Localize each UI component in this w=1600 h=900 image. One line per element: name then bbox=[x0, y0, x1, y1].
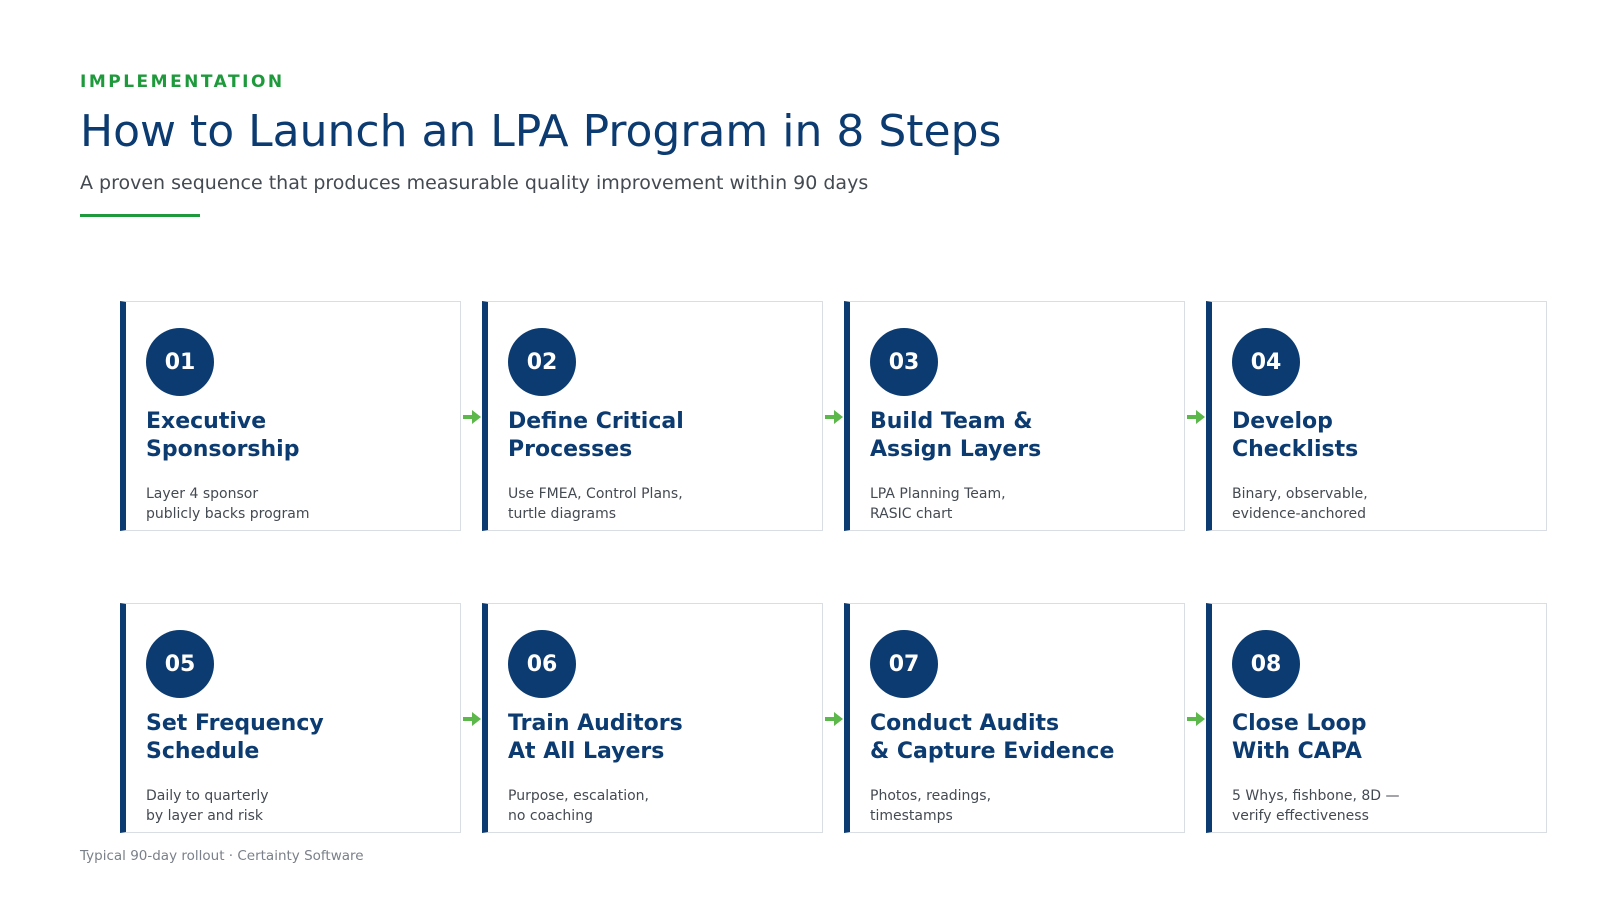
step-card bbox=[1206, 603, 1547, 833]
step-title: Conduct Audits & Capture Evidence bbox=[870, 711, 1115, 764]
step-card bbox=[1206, 301, 1547, 531]
arrow-right-icon bbox=[463, 410, 481, 424]
step-title: Define Critical Processes bbox=[508, 409, 684, 462]
step-description: Photos, readings, timestamps bbox=[870, 788, 992, 824]
step-card bbox=[844, 301, 1185, 531]
step-card bbox=[482, 301, 823, 531]
step-number-badge: 02 bbox=[508, 328, 576, 396]
step-title: Close Loop With CAPA bbox=[1232, 711, 1367, 764]
arrow-right-icon bbox=[463, 712, 481, 726]
step-number-badge: 08 bbox=[1232, 630, 1300, 698]
step-description: Daily to quarterly by layer and risk bbox=[146, 788, 269, 824]
step-description: Use FMEA, Control Plans, turtle diagrams bbox=[508, 486, 683, 522]
step-card bbox=[120, 603, 461, 833]
step-description: Purpose, escalation, no coaching bbox=[508, 788, 650, 824]
step-description: Binary, observable, evidence-anchored bbox=[1232, 486, 1368, 522]
step-card bbox=[844, 603, 1185, 833]
step-description: LPA Planning Team, RASIC chart bbox=[870, 486, 1006, 522]
step-number-badge: 01 bbox=[146, 328, 214, 396]
step-card bbox=[482, 603, 823, 833]
step-number-badge: 03 bbox=[870, 328, 938, 396]
step-number-badge: 05 bbox=[146, 630, 214, 698]
page-subtitle: A proven sequence that produces measurable quality improvement within 90 days bbox=[80, 172, 869, 194]
step-title: Build Team & Assign Layers bbox=[870, 409, 1042, 462]
step-title: Develop Checklists bbox=[1232, 409, 1359, 462]
step-number-badge: 06 bbox=[508, 630, 576, 698]
step-title: Executive Sponsorship bbox=[146, 409, 300, 462]
footer-note: Typical 90-day rollout · Certainty Software bbox=[80, 848, 364, 864]
title-underline bbox=[80, 214, 200, 217]
step-title: Set Frequency Schedule bbox=[146, 711, 324, 764]
step-description: 5 Whys, fishbone, 8D — verify effectiveness bbox=[1232, 788, 1400, 824]
arrow-right-icon bbox=[1187, 410, 1205, 424]
step-title: Train Auditors At All Layers bbox=[508, 711, 683, 764]
step-description: Layer 4 sponsor publicly backs program bbox=[146, 486, 310, 522]
step-card bbox=[120, 301, 461, 531]
arrow-right-icon bbox=[825, 410, 843, 424]
section-eyebrow: IMPLEMENTATION bbox=[80, 72, 285, 92]
step-number-badge: 07 bbox=[870, 630, 938, 698]
arrow-right-icon bbox=[1187, 712, 1205, 726]
step-number-badge: 04 bbox=[1232, 328, 1300, 396]
page-title: How to Launch an LPA Program in 8 Steps bbox=[80, 106, 1002, 157]
arrow-right-icon bbox=[825, 712, 843, 726]
